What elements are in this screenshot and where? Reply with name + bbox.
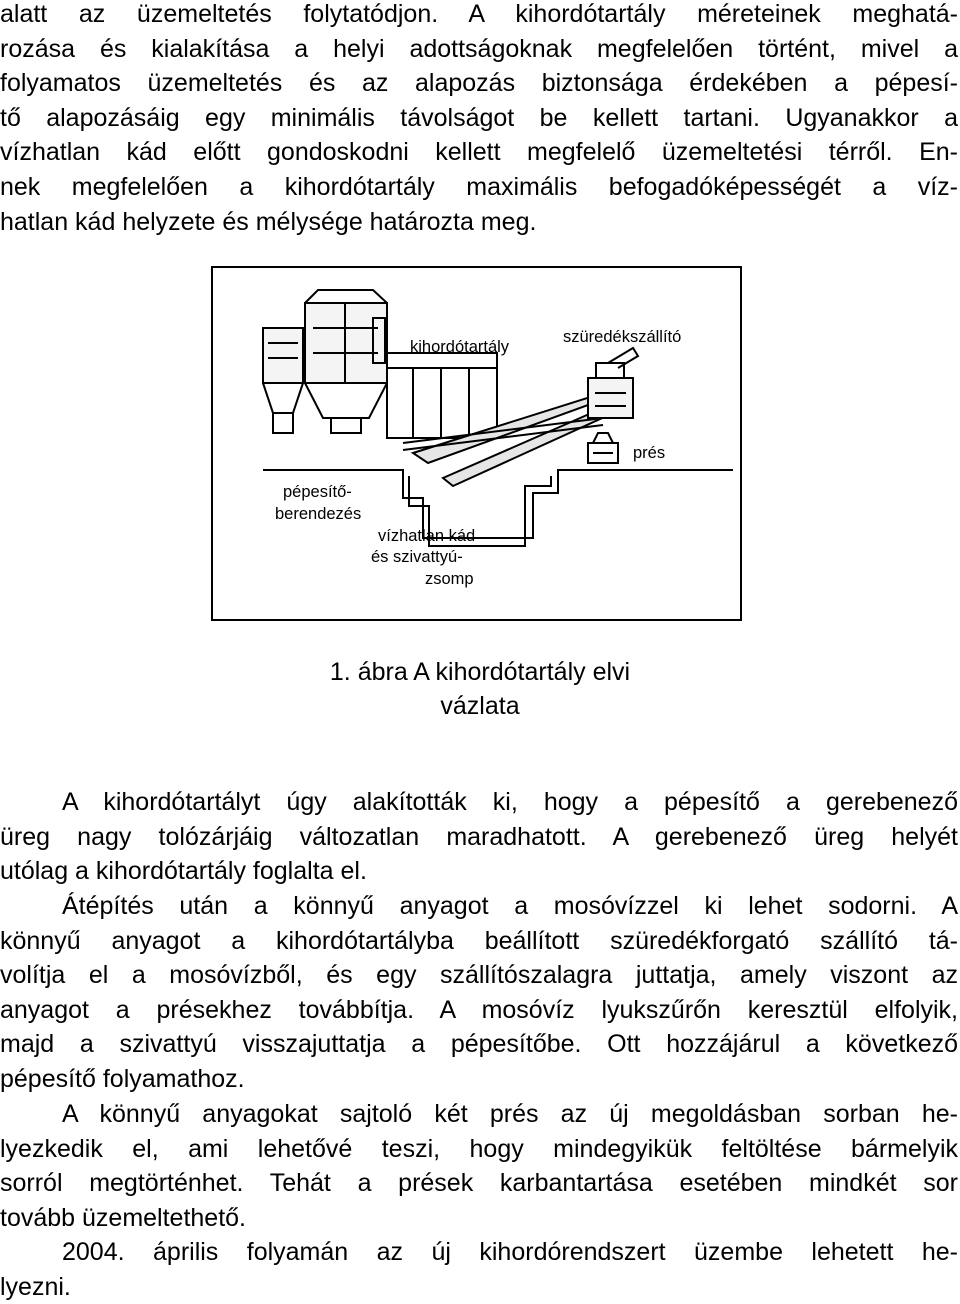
szuredekszallito-unit — [588, 348, 638, 418]
text-line: tő alapozásáig egy minimális távolságot be kellett tartani. Ugyanakkor a — [0, 103, 958, 132]
text-line: A könnyű anyagokat sajtoló két prés az új megoldásban sorban he- — [62, 1100, 958, 1128]
pres-unit — [588, 433, 618, 463]
text-line: vízhatlan kád előtt gondoskodni kellett megfelelő üzemeltetési térről. En- — [0, 138, 958, 167]
paragraph-5 — [0, 1235, 958, 1304]
figure-caption-line2: vázlata — [440, 692, 520, 720]
text-line: Átépítés után a könnyű anyagot a mosóvízzel ki lehet sodorni. A — [62, 892, 958, 920]
ground-line — [263, 470, 733, 538]
label-kad-1: vízhatlan kád — [378, 527, 476, 545]
figure-caption-line1: 1. ábra A kihordótartály elvi — [329, 658, 631, 686]
text-line: lyezkedik el, ami lehetővé teszi, hogy mindegyikük feltöltése bármelyik — [0, 1134, 958, 1163]
pepesito-tower-left — [263, 328, 303, 433]
text-line: sorról megtörténhet. Tehát a prések karbantartása esetében mindkét sor — [0, 1169, 958, 1198]
text-line: üreg nagy tolózárjáig változatlan maradhatott. A gerebenező üreg helyét — [0, 822, 958, 851]
text-line: utólag a kihordótartály foglalta el. — [0, 857, 367, 886]
text-line: folyamatos üzemeltetés és az alapozás biztonsága érdekében a pépesí- — [0, 69, 958, 98]
text-line: rozása és kialakítása a helyi adottságoknak megfelelően történt, mivel a — [0, 34, 958, 63]
label-kihordotartaly: kihordótartály — [410, 338, 510, 356]
label-pres: prés — [633, 444, 666, 462]
text-line: lyezni. — [0, 1272, 71, 1301]
text-line: könnyű anyagot a kihordótartályba beállított szüredékforgató szállító tá- — [0, 926, 958, 955]
text-line: pépesítő folyamathoz. — [0, 1064, 245, 1093]
text-line: tovább üzemeltethető. — [0, 1203, 246, 1232]
pepesito-tower-mid — [305, 290, 387, 433]
text-line: A kihordótartályt úgy alakították ki, hogy a pépesítő a gerebenező — [62, 788, 958, 816]
paragraph-3 — [0, 889, 958, 1097]
text-line: volítja el a mosóvízből, és egy szállítószalagra juttatja, amely viszont az — [0, 961, 958, 990]
figure-frame — [211, 266, 742, 621]
text-line: hatlan kád helyzete és mélysége határozta meg. — [0, 207, 537, 236]
label-kad-3: zsomp — [425, 570, 474, 588]
text-line: 2004. április folyamán az új kihordórendszert üzembe lehetett he- — [62, 1238, 958, 1266]
label-szuredekszallito: szüredékszállító — [563, 328, 682, 346]
intro-paragraph — [0, 0, 958, 239]
label-pepesito-1: pépesítő- — [283, 483, 352, 501]
text-line: majd a szivattyú visszajuttatja a pépesítőbe. Ott hozzájárul a következő — [0, 1030, 958, 1059]
text-line: alatt az üzemeltetés folytatódjon. A kihordótartály méreteinek meghatá- — [0, 0, 958, 28]
schematic-drawing — [213, 268, 740, 619]
label-kad-2: és szivattyú- — [371, 548, 463, 566]
paragraph-4 — [0, 1097, 958, 1235]
label-pepesito-2: berendezés — [275, 505, 362, 523]
paragraph-2 — [0, 785, 958, 889]
kihordotartaly-tank — [387, 353, 497, 438]
text-line: nek megfelelően a kihordótartály maximális befogadóképességét a víz- — [0, 172, 958, 201]
text-line: anyagot a présekhez továbbítja. A mosóvíz lyukszűrőn keresztül elfolyik, — [0, 995, 958, 1024]
